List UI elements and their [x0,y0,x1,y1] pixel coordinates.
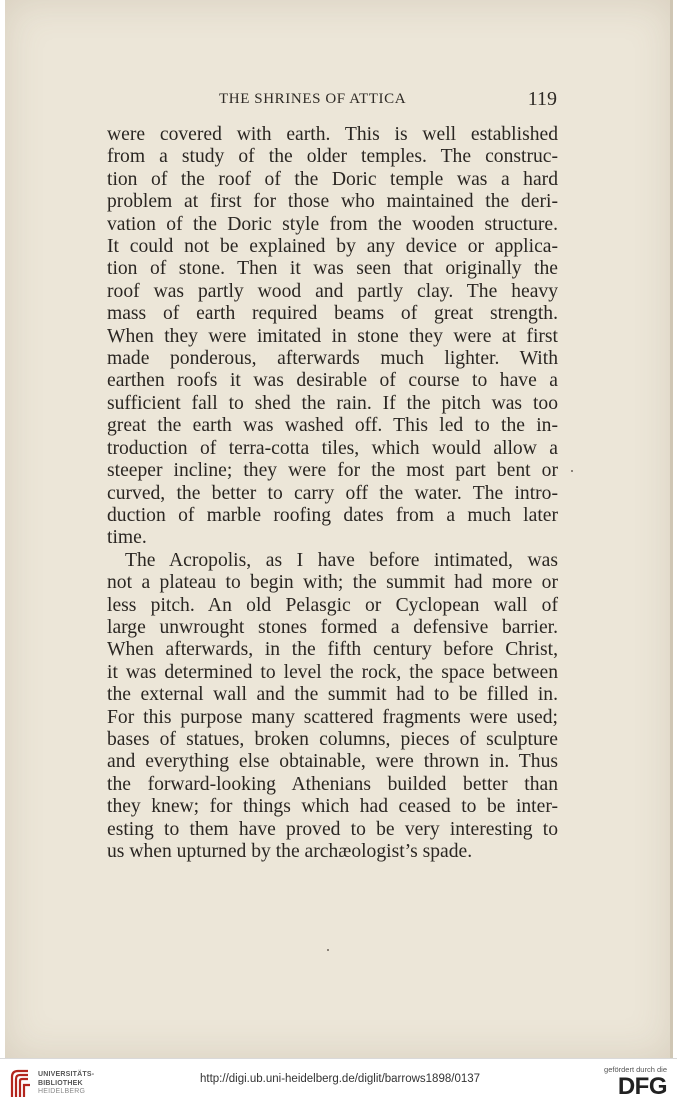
text-line: bases of statues, broken columns, pieces of sculpture [107,728,558,750]
heidelberg-library-logo-icon [8,1067,34,1101]
text-line: troduction of terra-cotta tiles, which would allow a [107,437,558,459]
text-line: The Acropolis, as I have before intimated, was [125,549,558,571]
text-line: and everything else obtainable, were thrown in. Thus [107,751,558,773]
text-line: When afterwards, in the fifth century before Christ, [107,639,558,661]
text-line: tion of the roof of the Doric temple was a hard [107,168,558,190]
text-line: the forward-looking Athenians builded better than [107,773,558,795]
funding-caption: gefördert durch die [604,1065,667,1074]
running-head: THE SHRINES OF ATTICA [219,91,407,107]
body-text [107,124,558,863]
text-line: steeper incline; they were for the most part bent or [107,460,558,482]
page-number: 119 [527,88,557,110]
text-line: earthen roofs it was desirable of course to have a [107,370,558,392]
text-line: they knew; for things which had ceased to be inter- [107,796,558,818]
text-line: made ponderous, afterwards much lighter. With [107,348,558,370]
dfg-funding[interactable] [589,1065,667,1105]
library-line: UNIVERSITÄTS- [38,1071,95,1078]
text-line: the external wall and the summit had to be filled in. [107,684,558,706]
text-line: problem at first for those who maintained the deri- [107,191,558,213]
paper-speck [327,949,329,951]
dfg-logo: DFG [617,1073,667,1100]
text-line: were covered with earth. This is well established [107,124,558,145]
text-line: us when upturned by the archæologist’s spade. [107,841,473,862]
page-edge [670,0,673,1058]
text-line: sufficient fall to shed the rain. If the pitch was too [107,392,558,414]
text-line: It could not be explained by any device or applica- [107,236,558,258]
text-line: curved, the better to carry off the water. The intro- [107,482,558,504]
library-name [38,1071,94,1097]
text-line: roof was partly wood and partly clay. The heavy [107,280,558,302]
page-header [101,88,557,114]
text-line: great the earth was washed off. This led to the in- [107,415,558,437]
paper-speck [571,470,573,472]
text-line: time. [107,527,147,549]
text-line: from a study of the older temples. The construc- [107,146,558,168]
library-logo[interactable] [8,1067,98,1101]
permalink-url[interactable]: http://digi.ub.uni-heidelberg.de/diglit/barrows1898/0137 [200,1073,481,1085]
paragraph-2 [107,550,558,864]
library-line: HEIDELBERG [38,1088,86,1096]
text-line: mass of earth required beams of great strength. [107,303,558,325]
text-line: less pitch. An old Pelasgic or Cyclopean wall of [107,594,558,616]
text-line: esting to them have proved to be very interesting to [107,818,558,840]
text-line: large unwrought stones formed a defensive barrier. [107,616,558,638]
library-line: BIBLIOTHEK [38,1079,83,1087]
text-line: vation of the Doric style from the wooden structure. [107,213,558,235]
text-line: For this purpose many scattered fragments were used; [107,706,558,728]
paragraph-1 [107,124,558,550]
text-line: not a plateau to begin with; the summit had more or [107,572,558,594]
book-page [5,0,673,1058]
viewer-footer [0,1058,677,1109]
text-line: it was determined to level the rock, the space between [107,661,558,683]
text-line: duction of marble roofing dates from a much later [107,504,558,526]
text-line: When they were imitated in stone they were at first [107,325,558,347]
text-line: tion of stone. Then it was seen that originally the [107,258,558,280]
